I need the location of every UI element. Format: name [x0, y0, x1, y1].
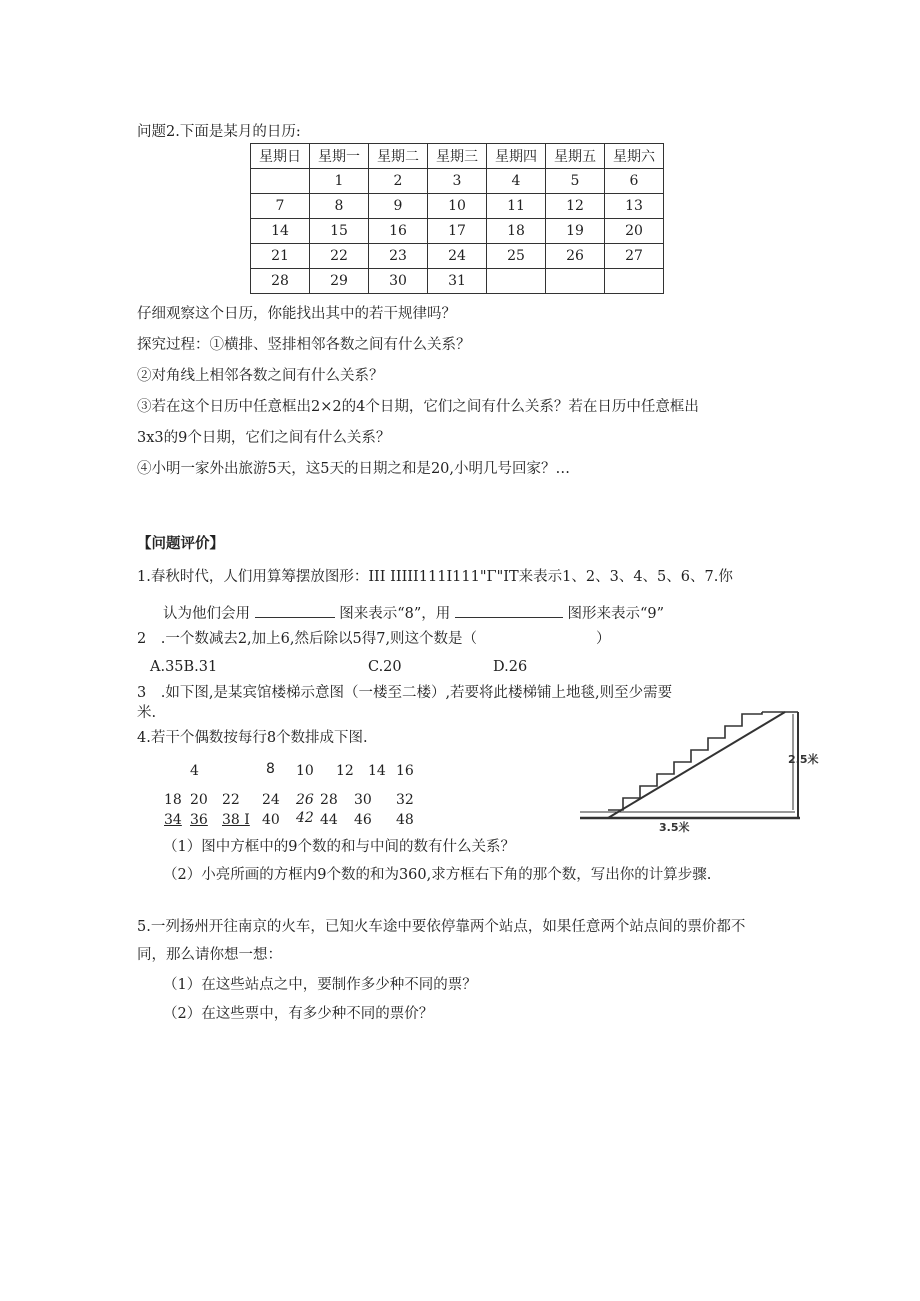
q4-sub2: （2）小亮所画的方框内9个数的和为360,求方框右下角的那个数，写出你的计算步骤. — [163, 867, 712, 883]
grid-number: 14 — [368, 763, 386, 779]
q2-option-ab: A.35B.31 — [150, 659, 218, 675]
calendar-cell: 9 — [369, 194, 428, 219]
calendar-cell: 18 — [487, 219, 546, 244]
grid-number: 8 — [266, 761, 275, 777]
calendar-cell: 3 — [428, 169, 487, 194]
calendar-cell: 19 — [546, 219, 605, 244]
calendar-header: 星期一 — [310, 144, 369, 169]
grid-number: 22 — [222, 792, 240, 808]
grid-number: 16 — [396, 763, 414, 779]
q3-line2: 米. — [137, 705, 157, 721]
calendar-cell — [251, 169, 310, 194]
calendar-table — [250, 143, 664, 294]
calendar-cell: 12 — [546, 194, 605, 219]
q2-option-c: C.20 — [368, 659, 402, 675]
calendar-header: 星期六 — [605, 144, 664, 169]
q4-line: 4.若干个偶数按每行8个数排成下图. — [137, 730, 368, 746]
grid-number: 30 — [354, 792, 372, 808]
calendar-cell: 26 — [546, 244, 605, 269]
explore-text: 探究过程：①横排、竖排相邻各数之间有什么关系？ — [137, 337, 471, 353]
q2-line: 2 .一个数减去2,加上6,然后除以5得7,则这个数是（ — [137, 631, 478, 647]
calendar-row — [251, 244, 664, 269]
grid-number: 26 — [296, 792, 314, 808]
q1-line2 — [163, 603, 664, 624]
calendar-cell: 24 — [428, 244, 487, 269]
grid-number: 18 — [164, 792, 182, 808]
calendar-cell: 4 — [487, 169, 546, 194]
answer-blank-8[interactable] — [255, 603, 335, 618]
calendar-cell: 5 — [546, 169, 605, 194]
q1-text-a: 认为他们会用 — [163, 606, 250, 622]
diagonal-text: ②对角线上相邻各数之间有什么关系？ — [137, 368, 384, 384]
calendar-row — [251, 269, 664, 294]
calendar-cell — [605, 269, 664, 294]
calendar-header-row — [251, 144, 664, 169]
q5-line1: 5.一列扬州开往南京的火车，已知火车途中要依停靠两个站点，如果任意两个站点间的票价都不 — [137, 919, 746, 935]
grid-number: 10 — [296, 763, 314, 779]
q1-line1: 1.春秋时代，人们用算筹摆放图形：III IIIII111I111"Γ"IT来表示1、2、3、4、5、6、7.你 — [137, 569, 733, 585]
calendar-cell: 17 — [428, 219, 487, 244]
calendar-row — [251, 219, 664, 244]
calendar-cell: 22 — [310, 244, 369, 269]
q1-text-b: 图来表示“8”，用 — [339, 606, 451, 622]
grid-number: 28 — [320, 792, 338, 808]
grid-number: 46 — [354, 812, 372, 828]
q4-sub1: （1）图中方框中的9个数的和与中间的数有什么关系？ — [163, 839, 515, 855]
q2-option-d: D.26 — [493, 659, 528, 675]
calendar-header: 星期五 — [546, 144, 605, 169]
calendar-cell: 28 — [251, 269, 310, 294]
grid-number: 24 — [262, 792, 280, 808]
grid-number: 4 — [190, 763, 199, 779]
calendar-cell: 23 — [369, 244, 428, 269]
calendar-row — [251, 169, 664, 194]
calendar-cell: 15 — [310, 219, 369, 244]
grid-number: 48 — [396, 812, 414, 828]
calendar-cell: 6 — [605, 169, 664, 194]
height-label: 2.5米 — [788, 753, 819, 766]
calendar-cell — [546, 269, 605, 294]
calendar-cell: 11 — [487, 194, 546, 219]
q5-sub1: （1）在这些站点之中，要制作多少种不同的票？ — [163, 977, 477, 993]
q5-sub2: （2）在这些票中，有多少种不同的票价？ — [163, 1006, 434, 1022]
q5-line2: 同，那么请你想一想： — [137, 947, 282, 963]
q1-text-c: 图形来表示“9” — [567, 606, 665, 622]
calendar-cell: 21 — [251, 244, 310, 269]
calendar-cell: 16 — [369, 219, 428, 244]
calendar-cell: 2 — [369, 169, 428, 194]
calendar-cell: 7 — [251, 194, 310, 219]
q3-line: 3 .如下图,是某宾馆楼梯示意图（一楼至二楼）,若要将此楼梯铺上地毯,则至少需要 — [137, 685, 673, 701]
observe-text: 仔细观察这个日历，你能找出其中的若干规律吗？ — [137, 306, 456, 322]
calendar-cell: 20 — [605, 219, 664, 244]
calendar-header: 星期二 — [369, 144, 428, 169]
q2-close-paren: ） — [596, 631, 611, 647]
box-question-line1: ③若在这个日历中任意框出2×2的4个日期，它们之间有什么关系？若在日历中任意框出 — [137, 399, 699, 415]
grid-number: 38 I — [222, 812, 250, 828]
calendar-header: 星期三 — [428, 144, 487, 169]
calendar-row — [251, 194, 664, 219]
grid-number: 44 — [320, 812, 338, 828]
grid-number: 36 — [190, 812, 208, 828]
answer-blank-9[interactable] — [455, 603, 563, 618]
calendar-cell: 31 — [428, 269, 487, 294]
grid-number: 20 — [190, 792, 208, 808]
calendar-cell — [487, 269, 546, 294]
grid-number: 34 — [164, 812, 182, 828]
calendar-cell: 14 — [251, 219, 310, 244]
grid-number: 12 — [336, 763, 354, 779]
calendar-header: 星期日 — [251, 144, 310, 169]
problem-2-title: 问题2.下面是某月的日历: — [137, 124, 301, 140]
box-question-line2: 3x3的9个日期，它们之间有什么关系？ — [137, 430, 391, 446]
staircase-diagram — [575, 700, 835, 840]
travel-question: ④小明一家外出旅游5天，这5天的日期之和是20,小明几号回家？… — [137, 461, 571, 477]
grid-number: 32 — [396, 792, 414, 808]
calendar-cell: 13 — [605, 194, 664, 219]
width-label: 3.5米 — [659, 821, 690, 834]
calendar-cell: 29 — [310, 269, 369, 294]
calendar-header: 星期四 — [487, 144, 546, 169]
grid-number: 42 — [296, 810, 314, 826]
grid-number: 40 — [262, 812, 280, 828]
calendar-cell: 30 — [369, 269, 428, 294]
calendar-cell: 1 — [310, 169, 369, 194]
calendar-cell: 8 — [310, 194, 369, 219]
calendar-cell: 25 — [487, 244, 546, 269]
calendar-cell: 10 — [428, 194, 487, 219]
calendar-cell: 27 — [605, 244, 664, 269]
evaluation-heading: 【问题评价】 — [137, 535, 224, 552]
